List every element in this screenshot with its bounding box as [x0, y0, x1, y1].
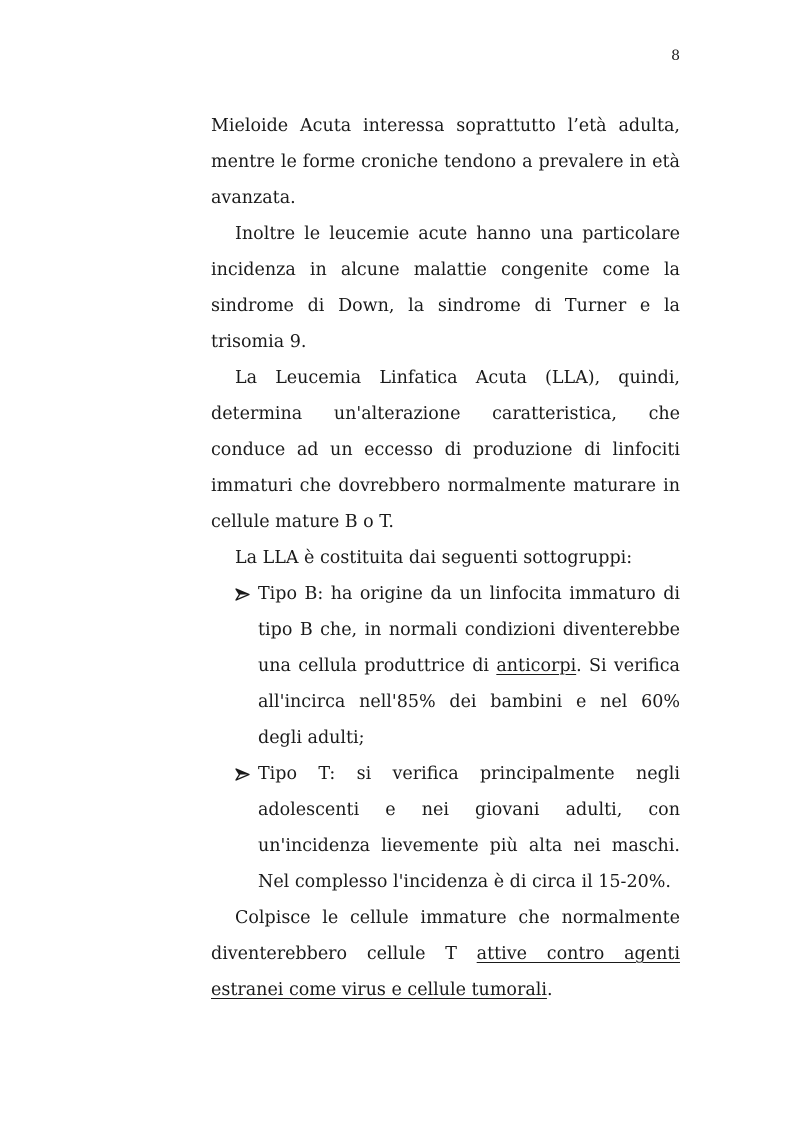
- tipo-b-text-end: . Si verifica all'incirca nell'85% dei bambini e nel 60% degli adulti;: [258, 656, 680, 748]
- closing-text-start: Colpisce le cellule immature che normalmente diventerebbero cellule T: [211, 908, 680, 964]
- agenti-estranei-link[interactable]: attive contro agenti estranei come virus e cellule tumorali: [211, 944, 680, 1000]
- paragraph-closing: [211, 900, 680, 1008]
- arrowhead-bullet-icon: [235, 576, 255, 612]
- document-body: [211, 108, 680, 1008]
- paragraph-lla-subgroups: La LLA è costituita dai seguenti sottogruppi:: [235, 548, 633, 568]
- tipo-t-text: Tipo T: si verifica principalmente negli adolescenti e nei giovani adulti, con un'incidenza lievemente più alta nei maschi. Nel complesso l'incidenza è di circa il 15-20%.: [258, 764, 680, 892]
- paragraph-congenital-diseases: Inoltre le leucemie acute hanno una particolare incidenza in alcune malattie congenite come la sindrome di Down, la sindrome di Turner e la trisomia 9.: [211, 224, 680, 352]
- arrowhead-bullet-icon: [235, 756, 255, 792]
- paragraph-leukemia-age: Mieloide Acuta interessa soprattutto l’età adulta, mentre le forme croniche tendono a prevalere in età avanzata.: [211, 116, 680, 208]
- subgroup-list: [211, 576, 680, 900]
- page-number: 8: [671, 48, 680, 64]
- anticorpi-link[interactable]: anticorpi: [496, 656, 577, 676]
- paragraph-lla-definition: La Leucemia Linfatica Acuta (LLA), quindi, determina un'alterazione caratteristica, che conduce ad un eccesso di produzione di linfociti immaturi che dovrebbero normalmente maturare in cellule mature B o T.: [211, 368, 680, 532]
- tipo-b-text-start: Tipo B: ha origine da un linfocita immaturo di tipo B che, in normali condizioni diventerebbe una cellula produttrice di: [258, 584, 680, 676]
- list-item-tipo-b: [258, 576, 680, 756]
- closing-text-end: .: [546, 980, 553, 1000]
- list-item-tipo-t: [258, 756, 680, 900]
